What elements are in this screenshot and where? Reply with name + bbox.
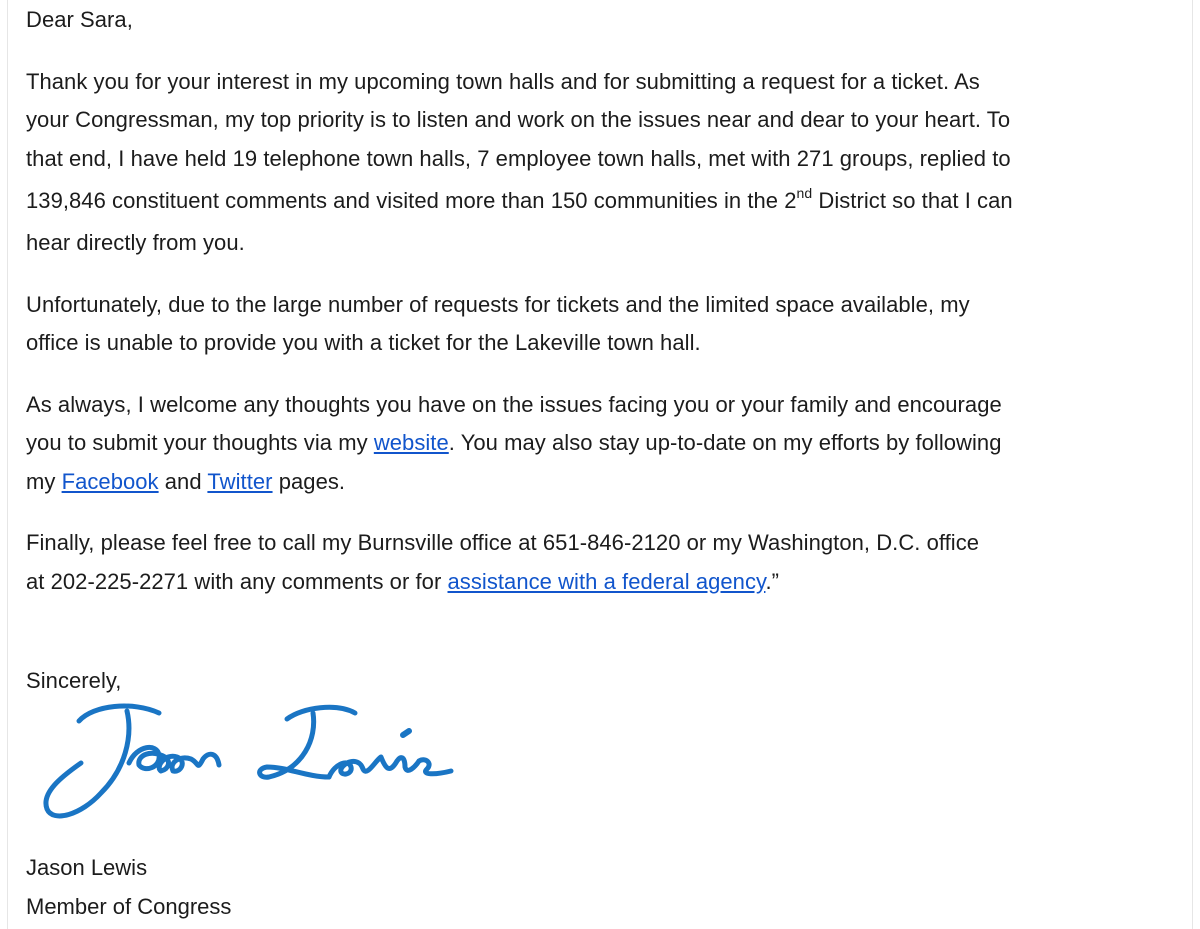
paragraph-line: Thank you for your interest in my upcoming town halls and for submitting a request for a ticket. As <box>26 68 980 94</box>
line-text: 139,846 constituent comments and visited more than 150 communities in the 2 <box>26 188 797 213</box>
line-text: at 202-225-2271 with any comments or for <box>26 568 448 594</box>
line-text: my <box>26 468 62 494</box>
paragraph-line: Unfortunately, due to the large number of requests for tickets and the limited space available, my <box>26 291 970 317</box>
paragraph-line: As always, I welcome any thoughts you have on the issues facing you or your family and encourage <box>26 391 1002 417</box>
line-text: pages. <box>272 468 346 494</box>
facebook-link[interactable]: Facebook <box>61 468 159 494</box>
paragraph-line <box>26 178 1176 224</box>
line-text: .” <box>765 568 779 594</box>
paragraph-line: hear directly from you. <box>26 230 245 255</box>
closing: Sincerely, <box>26 668 122 693</box>
line-text: and <box>158 468 208 494</box>
letter-body <box>26 0 1176 701</box>
paragraph-as-always <box>26 386 1176 502</box>
paragraph-line: Finally, please feel free to call my Burnsville office at 651-846-2120 or my Washington, D.C. office <box>26 530 980 555</box>
signer-name: Jason Lewis <box>26 855 148 880</box>
paragraph-line: office is unable to provide you with a ticket for the Lakeville town hall. <box>26 330 701 355</box>
paragraph-interest <box>26 63 1176 263</box>
paragraph-line <box>26 563 1176 602</box>
signature-block <box>26 849 231 926</box>
twitter-link[interactable]: Twitter <box>207 468 273 494</box>
paragraph-line <box>26 424 1176 463</box>
paragraph-line: that end, I have held 19 telephone town halls, 7 employee town halls, met with 271 groups, replied to <box>26 145 1011 171</box>
paragraph-finally <box>26 524 1176 601</box>
paragraph-line: your Congressman, my top priority is to listen and work on the issues near and dear to your heart. To <box>26 107 1011 132</box>
greeting: Dear Sara, <box>26 7 133 32</box>
paragraph-unfortunately <box>26 286 1176 363</box>
federal-agency-link[interactable]: assistance with a federal agency <box>447 568 766 594</box>
line-text: District so that I can <box>812 188 1013 213</box>
signer-title: Member of Congress <box>26 893 232 919</box>
paragraph-line <box>26 463 1176 502</box>
handwritten-signature <box>41 697 461 837</box>
ordinal-suffix: nd <box>796 184 813 201</box>
line-text: you to submit your thoughts via my <box>26 430 374 455</box>
website-link[interactable]: website <box>373 430 449 455</box>
line-text: . You may also stay up-to-date on my efforts by following <box>448 430 1002 455</box>
